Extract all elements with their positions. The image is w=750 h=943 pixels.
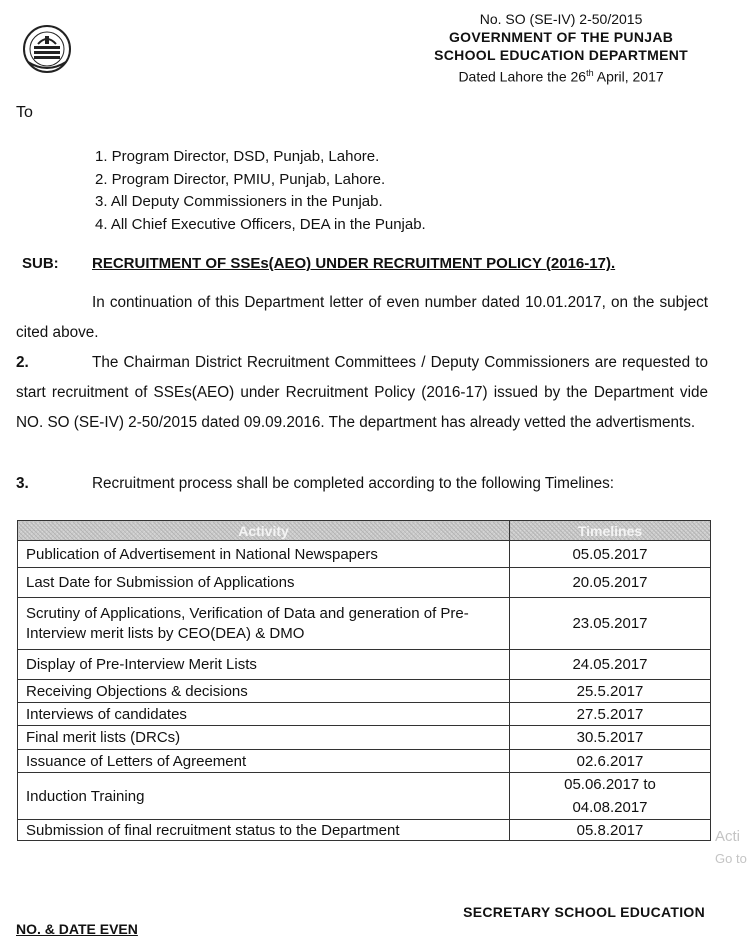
date-cell: 25.5.2017 xyxy=(510,680,711,703)
addressee-item: 4. All Chief Executive Officers, DEA in the Punjab. xyxy=(95,215,426,233)
reference-number: No. SO (SE-IV) 2-50/2015 xyxy=(479,11,643,27)
date-cell: 23.05.2017 xyxy=(510,598,711,650)
activity-cell: Display of Pre-Interview Merit Lists xyxy=(18,650,510,680)
subject-text: RECRUITMENT OF SSEs(AEO) UNDER RECRUITMENT POLICY (2016-17). xyxy=(92,255,616,272)
activity-cell: Interviews of candidates xyxy=(18,703,510,726)
government-name: GOVERNMENT OF THE PUNJAB xyxy=(448,29,674,45)
table-row xyxy=(18,820,711,841)
timelines-table xyxy=(17,520,711,841)
letter-header xyxy=(434,10,688,86)
addressee-item: 3. All Deputy Commissioners in the Punjab. xyxy=(95,193,383,210)
date-cell: 05.05.2017 xyxy=(510,541,711,568)
activity-cell: Receiving Objections & decisions xyxy=(18,680,510,703)
date-cell: 30.5.2017 xyxy=(510,726,711,750)
department-name: SCHOOL EDUCATION DEPARTMENT xyxy=(434,47,688,63)
addressee-list xyxy=(95,146,426,236)
table-row xyxy=(18,726,711,750)
activity-cell: Submission of final recruitment status to the Department xyxy=(18,820,510,841)
punjab-government-logo xyxy=(22,24,72,74)
table-row xyxy=(18,541,711,568)
paragraph-1: In continuation of this Department letter of even number dated 10.01.2017, on the subject cited above. xyxy=(16,294,708,341)
activity-cell: Scrutiny of Applications, Verification of Data and generation of Pre-Interview merit lists by CEO(DEA) & DMO xyxy=(18,598,510,650)
paragraph-3: 3. Recruitment process shall be completed according to the following Timelines: xyxy=(16,475,615,492)
table-row xyxy=(18,598,711,650)
letter-date: Dated Lahore the 26th April, 2017 xyxy=(458,68,664,85)
table-row xyxy=(18,750,711,773)
date-cell: 05.8.2017 xyxy=(510,820,711,841)
table-row xyxy=(18,650,711,680)
date-cell: 05.06.2017 to 04.08.2017 xyxy=(510,773,711,820)
table-row xyxy=(18,680,711,703)
date-cell: 02.6.2017 xyxy=(510,750,711,773)
activity-cell: Issuance of Letters of Agreement xyxy=(18,750,510,773)
table-row xyxy=(18,703,711,726)
timelines-column-header: Timelines xyxy=(510,521,711,541)
table-row xyxy=(18,568,711,598)
date-cell: 20.05.2017 xyxy=(510,568,711,598)
date-cell: 24.05.2017 xyxy=(510,650,711,680)
date-cell: 27.5.2017 xyxy=(510,703,711,726)
subject-label: SUB: xyxy=(22,255,59,272)
activity-cell: Publication of Advertisement in National Newspapers xyxy=(18,541,510,568)
footer-reference: NO. & DATE EVEN xyxy=(16,921,138,937)
activation-watermark: Acti Go to xyxy=(715,828,747,866)
activity-cell: Induction Training xyxy=(18,773,510,820)
addressee-item: 1. Program Director, DSD, Punjab, Lahore. xyxy=(95,148,380,165)
activity-cell: Final merit lists (DRCs) xyxy=(18,726,510,750)
activity-cell: Last Date for Submission of Applications xyxy=(18,568,510,598)
to-label: To xyxy=(16,104,33,121)
activity-column-header: Activity xyxy=(18,521,510,541)
table-header-row xyxy=(18,521,711,541)
addressee-item: 2. Program Director, PMIU, Punjab, Lahore. xyxy=(95,170,386,188)
signature-title: SECRETARY SCHOOL EDUCATION xyxy=(463,904,705,920)
table-row xyxy=(18,773,711,820)
paragraph-2: 2. The Chairman District Recruitment Committees / Deputy Commissioners are requested to start recruitment of SSEs(AEO) under Recruitment Policy (2016-17) issued by the Department vide NO. SO (SE-IV) 2-50/2015 dated 09.09.2016. The department has already vetted the advertisments. xyxy=(16,354,708,431)
